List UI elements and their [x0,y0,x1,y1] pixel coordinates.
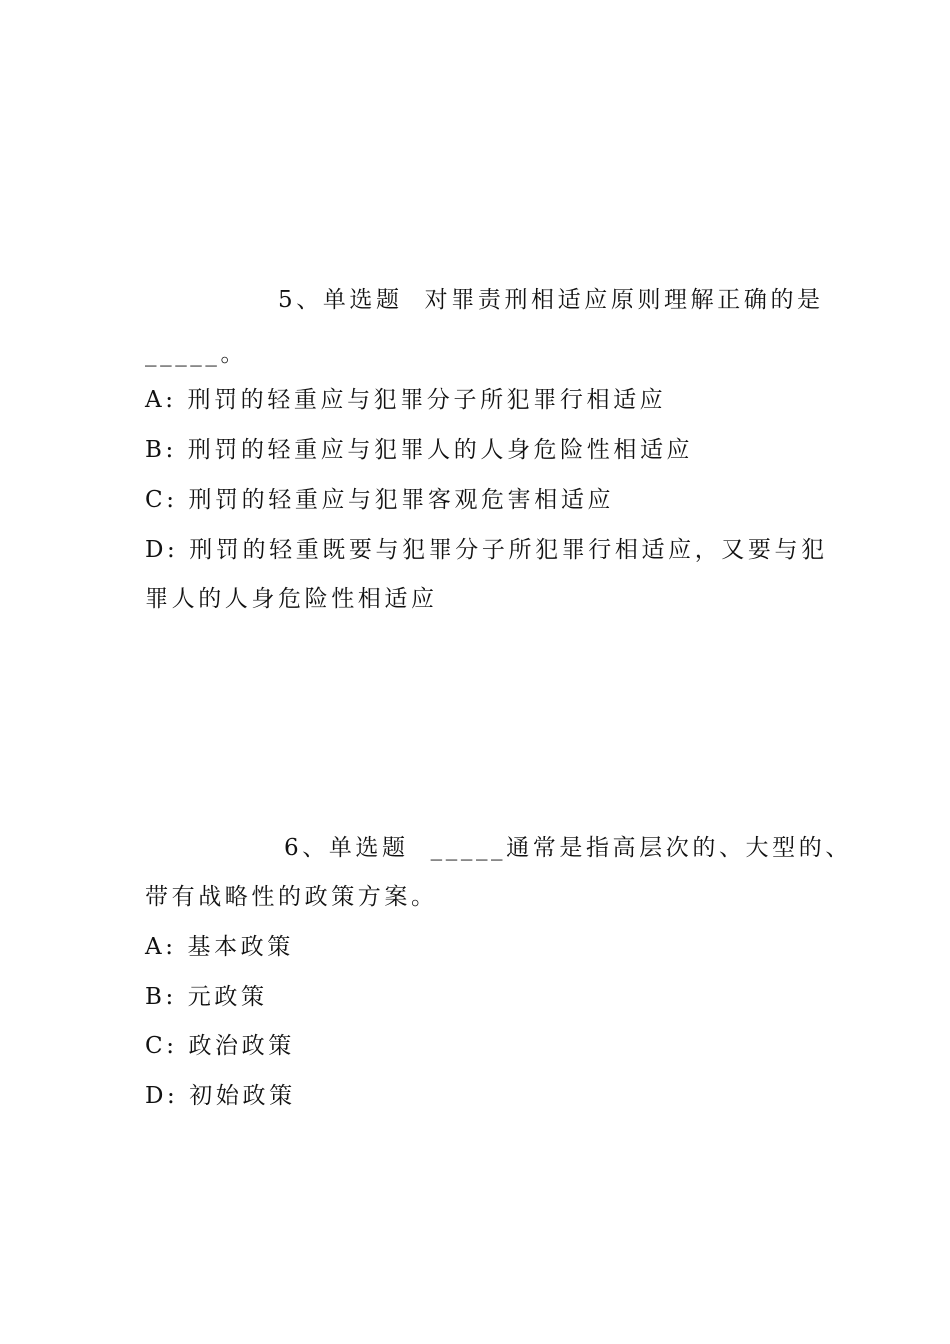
q6-option-a: A: 基本政策 [145,934,294,960]
q5-option-a: A: 刑罚的轻重应与犯罪分子所犯罪行相适应 [145,387,667,413]
q6-option-b: B: 元政策 [145,984,268,1010]
q5-stem-start: 对罪责刑相适应原则理解正确的是 [424,287,824,313]
q5-option-b: B: 刑罚的轻重应与犯罪人的人身危险性相适应 [145,437,694,463]
q6-stem-line1 [284,833,852,863]
q5-stem-end: _____。 [145,341,248,367]
q6-option-c: C: 政治政策 [145,1033,295,1059]
q5-number-type: 5、单选题 [278,287,403,313]
q5-option-c: C: 刑罚的轻重应与犯罪客观危害相适应 [145,487,615,513]
q5-option-d-line2: 罪人的人身危险性相适应 [145,586,438,612]
q6-option-d: D: 初始政策 [145,1083,296,1109]
q5-option-d-line1: D: 刑罚的轻重既要与犯罪分子所犯罪行相适应，又要与犯 [145,537,828,563]
q5-stem-line1 [278,285,824,315]
q6-stem-start: _____通常是指高层次的、大型的、 [430,835,852,861]
q6-number-type: 6、单选题 [284,835,409,861]
q6-stem-end: 带有战略性的政策方案。 [145,884,438,910]
